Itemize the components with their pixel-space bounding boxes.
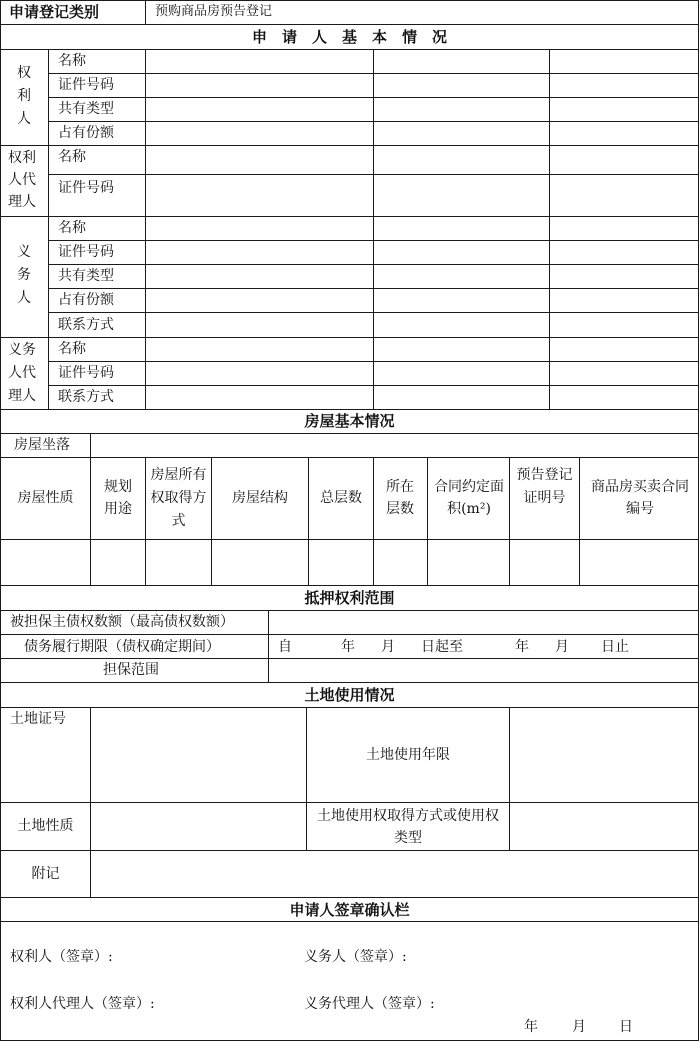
rule [0,145,699,146]
label-char: 利 [17,88,31,104]
rule [145,0,146,25]
right-agent-label: 权利人代理人 [8,150,36,210]
right-holder-id-label: 证件号码 [58,77,114,93]
right-holder-name-label: 名称 [58,53,86,69]
obligor-label [2,241,46,310]
rule [373,49,374,410]
debt-term-year-end: 年 [515,639,529,655]
rule [308,457,309,586]
guarantee-scope-label: 担保范围 [103,662,159,678]
rule [145,457,146,586]
rule [509,457,510,586]
sign-date-year: 年 [524,1019,538,1035]
rule [0,897,699,898]
rule [0,634,699,635]
rule [0,539,699,540]
signature-section-title: 申请人签章确认栏 [289,901,410,919]
sign-date-day: 日 [619,1019,633,1035]
rule [0,216,699,217]
label-char: 务 [17,267,31,283]
house-column-header: 房屋结构 [232,490,288,506]
rule [0,457,699,458]
rule [0,658,699,659]
debt-term-start: 日起至 [421,639,463,655]
rule [0,707,699,708]
obligor-share-label: 占有份额 [58,292,114,308]
rule [0,921,699,922]
rule [211,457,212,586]
rule [0,682,699,683]
border-left [0,0,1,1041]
rule [306,707,307,851]
right-holder-share-type-label: 共有类型 [58,101,114,117]
house-column-header: 商品房买卖合同编号 [591,479,689,517]
obligor-id-label: 证件号码 [58,244,114,260]
house-column-header: 合同约定面积(m²) [434,479,504,517]
right-agent-id-label: 证件号码 [58,180,114,196]
right-agent-sign: 权利人代理人（签章）: [10,996,155,1012]
obligor-agent-name-label: 名称 [58,341,86,357]
debt-term-year: 年 [341,639,355,655]
rule [48,49,49,410]
sign-date-month: 月 [572,1019,586,1035]
rule [373,457,374,586]
rule [90,433,91,586]
obligor-agent-label: 义务人代理人 [8,342,36,404]
label-char: 权 [17,65,31,81]
label-char: 义 [17,244,31,260]
right-holder-label [2,62,46,131]
obligor-agent-id-label: 证件号码 [58,365,114,381]
rule [0,850,699,851]
secured-amount-label: 被担保主债权数额（最高债权数额） [10,614,234,630]
land-nature-label: 土地性质 [17,818,74,834]
border-right [698,0,699,1041]
border-bottom [0,1040,699,1041]
obligor-agent-contact-label: 联系方式 [58,389,114,405]
debt-term-end: 日止 [601,639,629,655]
obligor-share-type-label: 共有类型 [58,268,114,284]
obligor-sign: 义务人（签章）: [304,949,407,965]
land-cert-label: 土地证号 [10,711,66,727]
rule [427,457,428,586]
rule [0,49,699,50]
right-holder-sign: 权利人（签章）: [10,949,113,965]
category-value: 预购商品房预告登记 [155,4,273,19]
category-label: 申请登记类别 [9,3,100,21]
debt-term-label: 债务履行期限（债权确定期间） [24,639,220,655]
land-term-label: 土地使用年限 [366,747,450,763]
obligor-agent-sign: 义务代理人（签章）: [304,996,435,1012]
rule [579,457,580,586]
right-agent-name-label: 名称 [58,149,86,165]
rule [0,610,699,611]
house-column-header: 总层数 [320,490,362,506]
land-acquire-label: 土地使用权取得方式或使用权类型 [317,808,499,846]
house-column-header: 规划用途 [104,479,132,517]
debt-term-month: 月 [381,639,395,655]
note-label: 附记 [31,866,60,882]
obligor-name-label: 名称 [58,220,86,236]
rule [0,24,699,25]
rule [0,433,699,434]
applicant-section-title: 申 请 人 基 本 情 况 [251,28,447,46]
rule [509,707,510,851]
rule [0,585,699,586]
right-holder-share-label: 占有份额 [58,125,114,141]
house-column-header: 预告登记证明号 [516,467,573,506]
rule [0,409,699,410]
border-top [0,0,699,1]
debt-term-month-end: 月 [555,639,569,655]
mortgage-section-title: 抵押权利范围 [304,589,395,607]
land-section-title: 土地使用情况 [304,686,395,704]
rule [90,707,91,898]
rule [0,337,699,338]
debt-term-from: 自 [278,639,292,655]
house-column-header: 房屋所有权取得方式 [150,467,207,529]
label-char: 人 [17,290,31,306]
rule [268,610,269,683]
rule [549,49,550,410]
label-char: 人 [17,111,31,127]
house-location-label: 房屋坐落 [14,437,70,453]
rule [0,802,699,803]
rule [145,49,146,410]
house-column-header: 房屋性质 [17,490,74,506]
house-column-header: 所在层数 [386,479,414,517]
house-section-title: 房屋基本情况 [304,412,395,430]
obligor-contact-label: 联系方式 [58,317,114,333]
